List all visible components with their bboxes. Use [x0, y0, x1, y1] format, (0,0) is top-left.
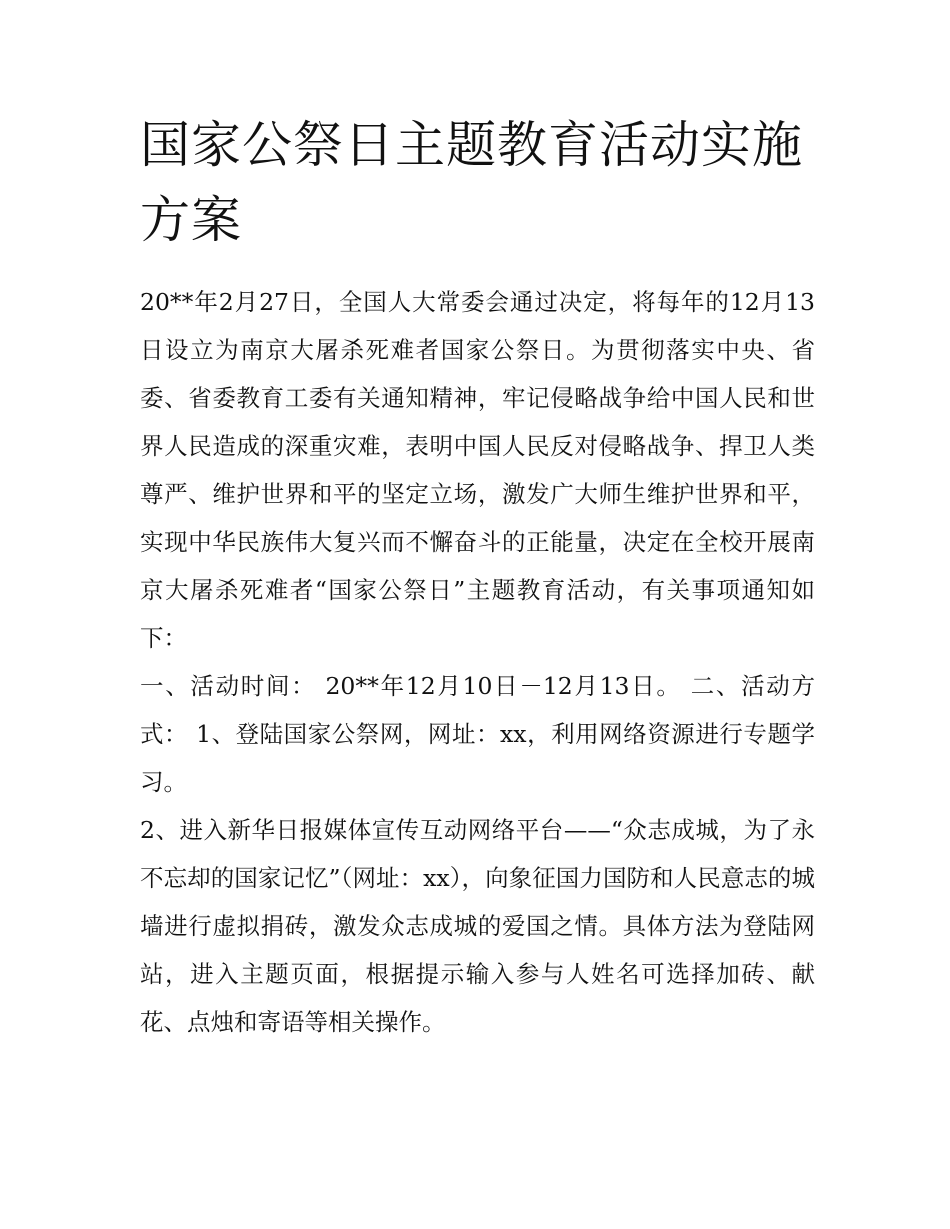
document-body — [140, 278, 815, 1046]
paragraph-activity-time: 一、活动时间： 20**年12月10日－12月13日。 二、活动方式： 1、登陆国家公祭网，网址：xx，利用网络资源进行专题学习。 — [140, 672, 815, 796]
document-title: 国家公祭日主题教育活动实施方案 — [140, 116, 803, 249]
paragraph-intro: 20**年2月27日，全国人大常委会通过决定，将每年的12月13日设立为南京大屠杀死难者国家公祭日。为贯彻落实中央、省委、省委教育工委有关通知精神，牢记侵略战争给中国人民和世界人民造成的深重灾难，表明中国人民反对侵略战争、捍卫人类尊严、维护世界和平的坚定立场，激发广大师生维护世界和平，实现中华民族伟大复兴而不懈奋斗的正能量，决定在全校开展南京大屠杀死难者“国家公祭日”主题教育活动，有关事项通知如下： — [140, 288, 815, 652]
paragraph-activity-method-2: 2、进入新华日报媒体宣传互动网络平台——“众志成城，为了永不忘却的国家记忆”（网址：xx），向象征国力国防和人民意志的城墙进行虚拟捐砖，激发众志成城的爱国之情。具体方法为登陆网站，进入主题页面，根据提示输入参与人姓名可选择加砖、献花、点烛和寄语等相关操作。 — [140, 816, 815, 1036]
